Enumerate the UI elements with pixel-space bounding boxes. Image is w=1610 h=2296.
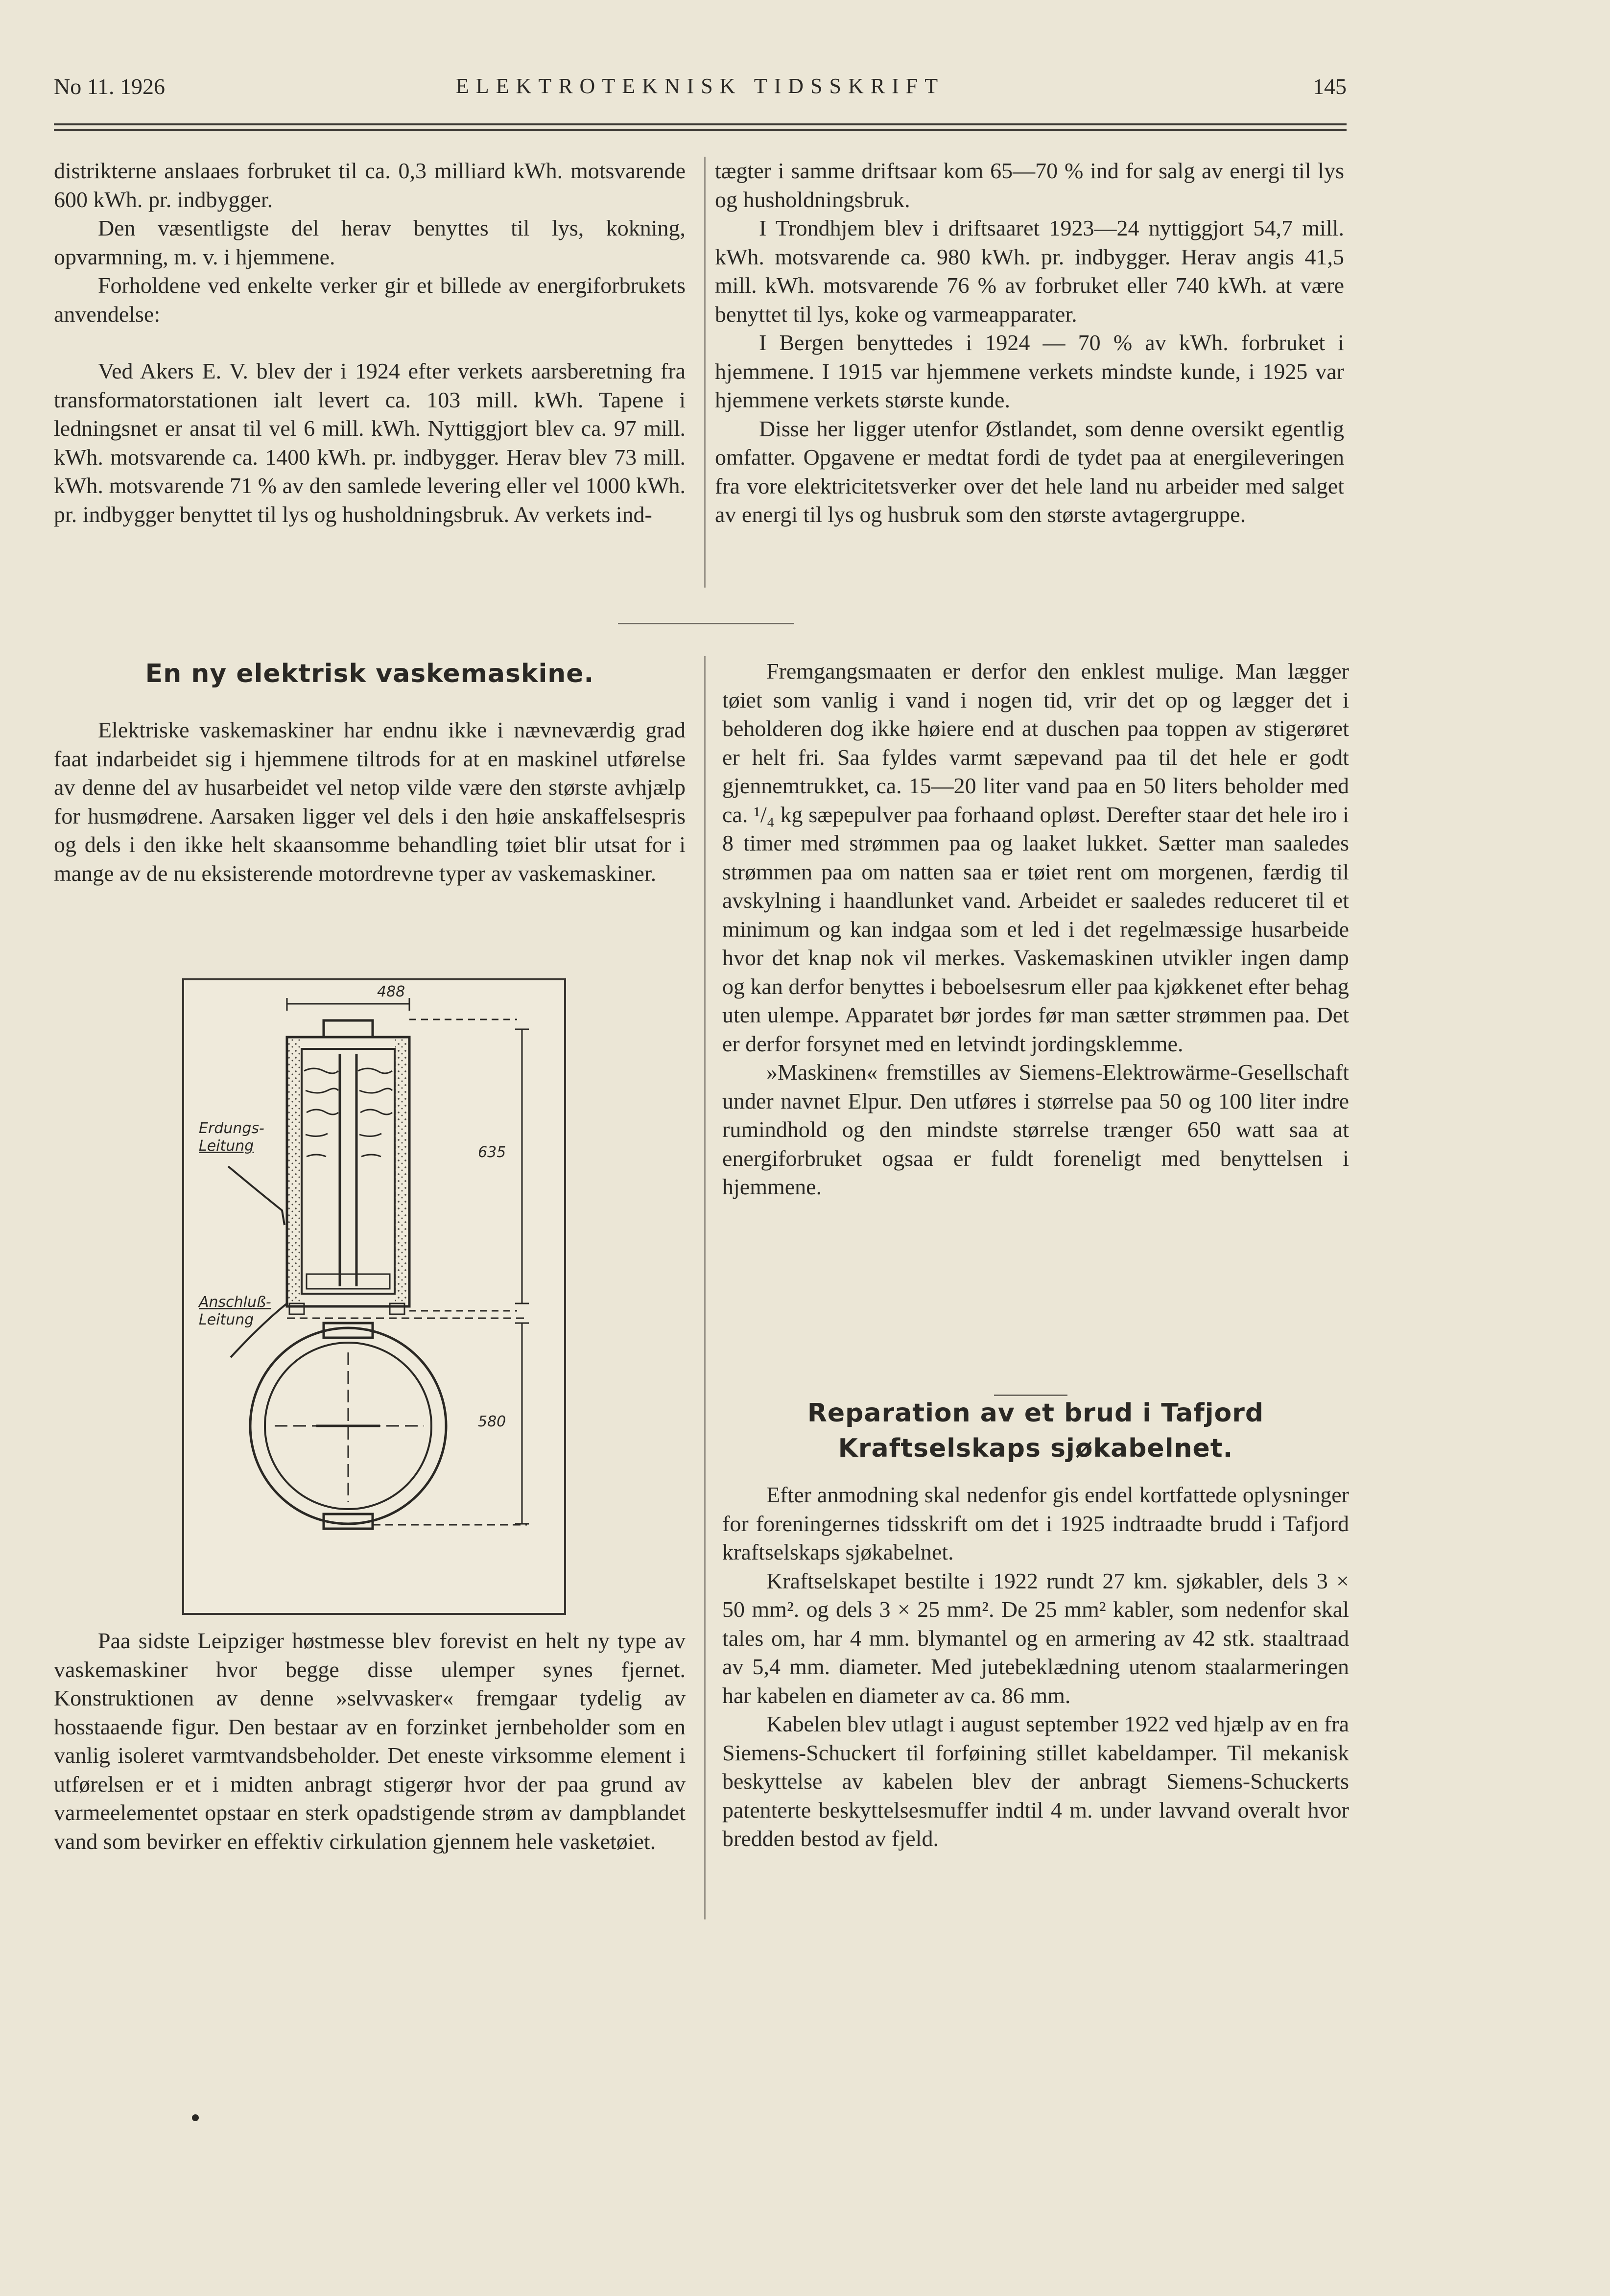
page-number: 145 [1313,74,1347,99]
running-header [54,73,1347,108]
header-rule-thin [54,129,1347,131]
article-title-line1: Reparation av et brud i Tafjord [807,1398,1264,1428]
header-rule [54,123,1347,125]
paragraph: Efter anmodning skal nedenfor gis endel kortfattede oplysninger for foreningernes tidsskrift om det i 1925 indtraadte brudd i Tafjord kraftselskaps sjøkabelnet. [722,1482,1349,1564]
diameter-dimension-label: 580 [476,1411,508,1432]
column-divider [704,157,706,588]
earth-wire-label: Erdungs- Leitung [199,1120,264,1155]
ink-dot [192,2114,199,2121]
connection-wire-label: Anschluß- Leitung [199,1294,271,1328]
article-title: En ny elektrisk vaskemaskine. [145,659,594,688]
section-divider [618,623,794,624]
article-title-line2: Kraftselskaps sjøkabelnet. [838,1434,1233,1463]
paragraph: Disse her ligger utenfor Østlandet, som denne oversikt egentlig omfatter. Opgavene er medtat fordi de tydet paa at energileveringen fra vore elektricitetsverker over det hele land nu arbeider med salget av energi til lys og husbruk som den største avtagergruppe. [715,416,1344,527]
article1-after-figure [54,1627,686,1856]
paragraph: Forholdene ved enkelte verker gir et billede av energiforbrukets anvendelse: [54,273,686,327]
paragraph: tægter i samme driftsaar kom 65—70 % ind for salg av energi til lys og husholdningsbruk. [715,158,1344,212]
top-right-column [715,157,1344,529]
paragraph: Elektriske vaskemaskiner har endnu ikke i nævneværdig grad faat indarbeidet sig i hjemmene tiltrods for at en maskinel utførelse av denne del av husarbeidet vel netop vilde være den største avhjælp for husmødrene. Aarsaken ligger vel dels i den høie anskaffelsespris og dels i den ikke helt skaansomme behandling tøiet blir utsat for i mange av de nu eksisterende motordrevne typer av vaskemaskiner. [54,717,686,886]
top-left-column [54,157,686,529]
paragraph: Kabelen blev utlagt i august september 1922 ved hjælp av en fra Siemens-Schuckert til forføining stillet kabeldamper. Til mekanisk beskyttelse av kabelen blev der anbragt Siemens-Schuckerts patenterte beskyttelsesmuffer indtil 4 m. under lavvand overalt hvor bredden bestod av fjeld. [722,1711,1349,1851]
column-divider [704,656,706,1919]
paragraph: Kraftselskapet bestilte i 1922 rundt 27 km. sjøkabler, dels 3 × 50 mm². og dels 3 × 25 mm². De 25 mm² kabler, som nedenfor skal tales om, har 4 mm. blymantel og en armering av 42 stk. staaltraad av 5,4 mm. diameter. Med jutebeklædning utenom staalarmeringen har kabelen en diameter av ca. 86 mm. [722,1568,1349,1708]
paragraph: I Bergen benyttedes i 1924 — 70 % av kWh. forbruket i hjemmene. I 1915 var hjemmene verkets mindste kunde, i 1925 var hjemmene verkets største kunde. [715,330,1344,412]
paragraph: »Maskinen« fremstilles av Siemens-Elektrowärme-Gesellschaft under navnet Elpur. Den utføres i størrelse paa 50 og 100 liter indre rumindhold og den mindste størrelse trænger 650 watt saa at energiforbruket ogsaa er fuldt foreneligt med benyttelsen i hjemmene. [722,1060,1349,1199]
paragraph: Fremgangsmaaten er derfor den enklest mulige. Man lægger tøiet som vanlig i vand i nogen tid, vrir det op og lægger det i beholderen dog ikke høiere end at duschen paa toppen av stigerøret er helt fri. Saa fyldes varmt sæpevand paa til det hele er godt gjennemtrukket, ca. 15—20 liter vand paa en 50 liters beholder med ca. ¹/₄ kg sæpepulver paa forhaand opløst. Derefter staar det hele iro i 8 timer med strømmen paa og laaket lukket. Sætter man saaledes strømmen paa om natten saa er tøiet rent om morgenen, færdig til avskylning i haandlunket vand. Arbeidet er saaledes reduceret til et minimum og kan indgaa som et led i det regelmæssige husarbeide hvor det knap nok vil merkes. Vaskemaskinen utvikler ingen damp og kan derfor benyttes i beboelsesrum eller paa kjøkkenet efter behag uten ulempe. Apparatet bør jordes før man sætter strømmen paa. Det er derfor forsynet med en letvindt jordingsklemme. [722,659,1349,1056]
journal-title: ELEKTROTEKNISK TIDSSKRIFT [455,74,945,98]
article1-left-column [54,656,686,888]
article2-column [722,1396,1349,1853]
width-dimension-label: 488 [374,983,408,1000]
issue-number: No 11. 1926 [54,74,166,99]
paragraph: distrikterne anslaaes forbruket til ca. 0,3 milliard kWh. motsvarende 600 kWh. pr. indbygger. [54,158,686,212]
paragraph: Ved Akers E. V. blev der i 1924 efter verkets aarsberetning fra transformatorstationen ialt levert ca. 103 mill. kWh. Tapene i ledningsnet er ansat til vel 6 mill. kWh. Nyttiggjort blev ca. 97 mill. kWh. motsvarende ca. 1400 kWh. pr. indbygger. Herav blev 73 mill. kWh. motsvarende 71 % av den samlede levering eller vel 1000 kWh. pr. indbygger benyttet til lys og husholdningsbruk. Av verkets ind- [54,358,686,527]
paragraph: Paa sidste Leipziger høstmesse blev forevist en helt ny type av vaskemaskiner hvor begge disse ulemper synes fjernet. Konstruktionen av denne »selvvasker« fremgaar tydelig av hosstaaende figur. Den bestaar av en forzinket jernbeholder som en vanlig isoleret varmtvandsbeholder. Det eneste virksomme element i utførelsen er et i midten anbragt stigerør hvor der paa grund av varmeelementet opstaar en sterk opadstigende strøm av dampblandet vand som bevirker en effektiv cirkulation gjennem hele vasketøiet. [54,1628,686,1854]
paragraph: Den væsentligste del herav benyttes til lys, kokning, opvarmning, m. v. i hjemmene. [54,215,686,269]
height-dimension-label: 635 [476,1142,508,1163]
article1-right-column [722,657,1349,1202]
washing-machine-figure [182,978,566,1615]
paragraph: I Trondhjem blev i driftsaaret 1923—24 nyttiggjort 54,7 mill. kWh. motsvarende ca. 980 kWh. pr. indbygger. Herav angis 41,5 mill. kWh. motsvarende 76 % av forbruket eller 740 kWh. at være benyttet til lys, koke og varmeapparater. [715,215,1344,327]
